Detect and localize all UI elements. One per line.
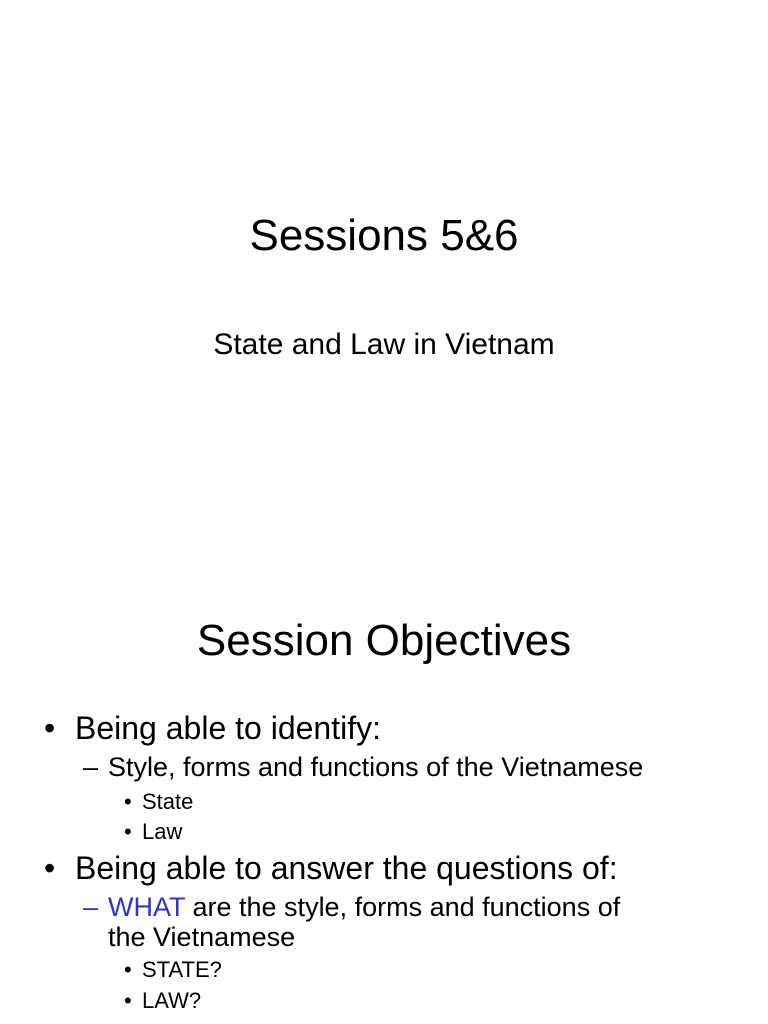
slide-title: Session Objectives — [196, 616, 572, 665]
bullet-item: Being able to identify: — [75, 710, 381, 746]
sub-sub-bullet-item: STATE? — [142, 957, 222, 982]
sub-bullet-continuation: the Vietnamese — [108, 922, 296, 952]
sub-sub-bullet-marker: • — [124, 789, 132, 814]
sub-bullet-item: Style, forms and functions of the Vietnamese — [108, 752, 644, 782]
bullet-item: Being able to answer the questions of: — [75, 850, 618, 886]
slide-title: Sessions 5&6 — [249, 211, 519, 260]
sub-bullet-marker: – — [83, 752, 99, 782]
bullet-marker: • — [44, 710, 56, 746]
sub-sub-bullet-item: LAW? — [142, 988, 202, 1013]
sub-sub-bullet-item: Law — [142, 819, 183, 844]
sub-bullet-item — [108, 892, 620, 923]
bullet-marker: • — [44, 850, 56, 886]
slide-subtitle: State and Law in Vietnam — [213, 328, 555, 361]
sub-sub-bullet-marker: • — [124, 957, 132, 982]
highlight-word: WHAT — [108, 892, 185, 922]
objectives-slide — [0, 512, 768, 1024]
sub-sub-bullet-item: State — [142, 789, 194, 814]
sub-bullet-marker: – — [83, 892, 99, 922]
sub-sub-bullet-marker: • — [124, 988, 132, 1013]
sub-bullet-text: are the style, forms and functions of — [185, 892, 621, 922]
sub-sub-bullet-marker: • — [124, 819, 132, 844]
